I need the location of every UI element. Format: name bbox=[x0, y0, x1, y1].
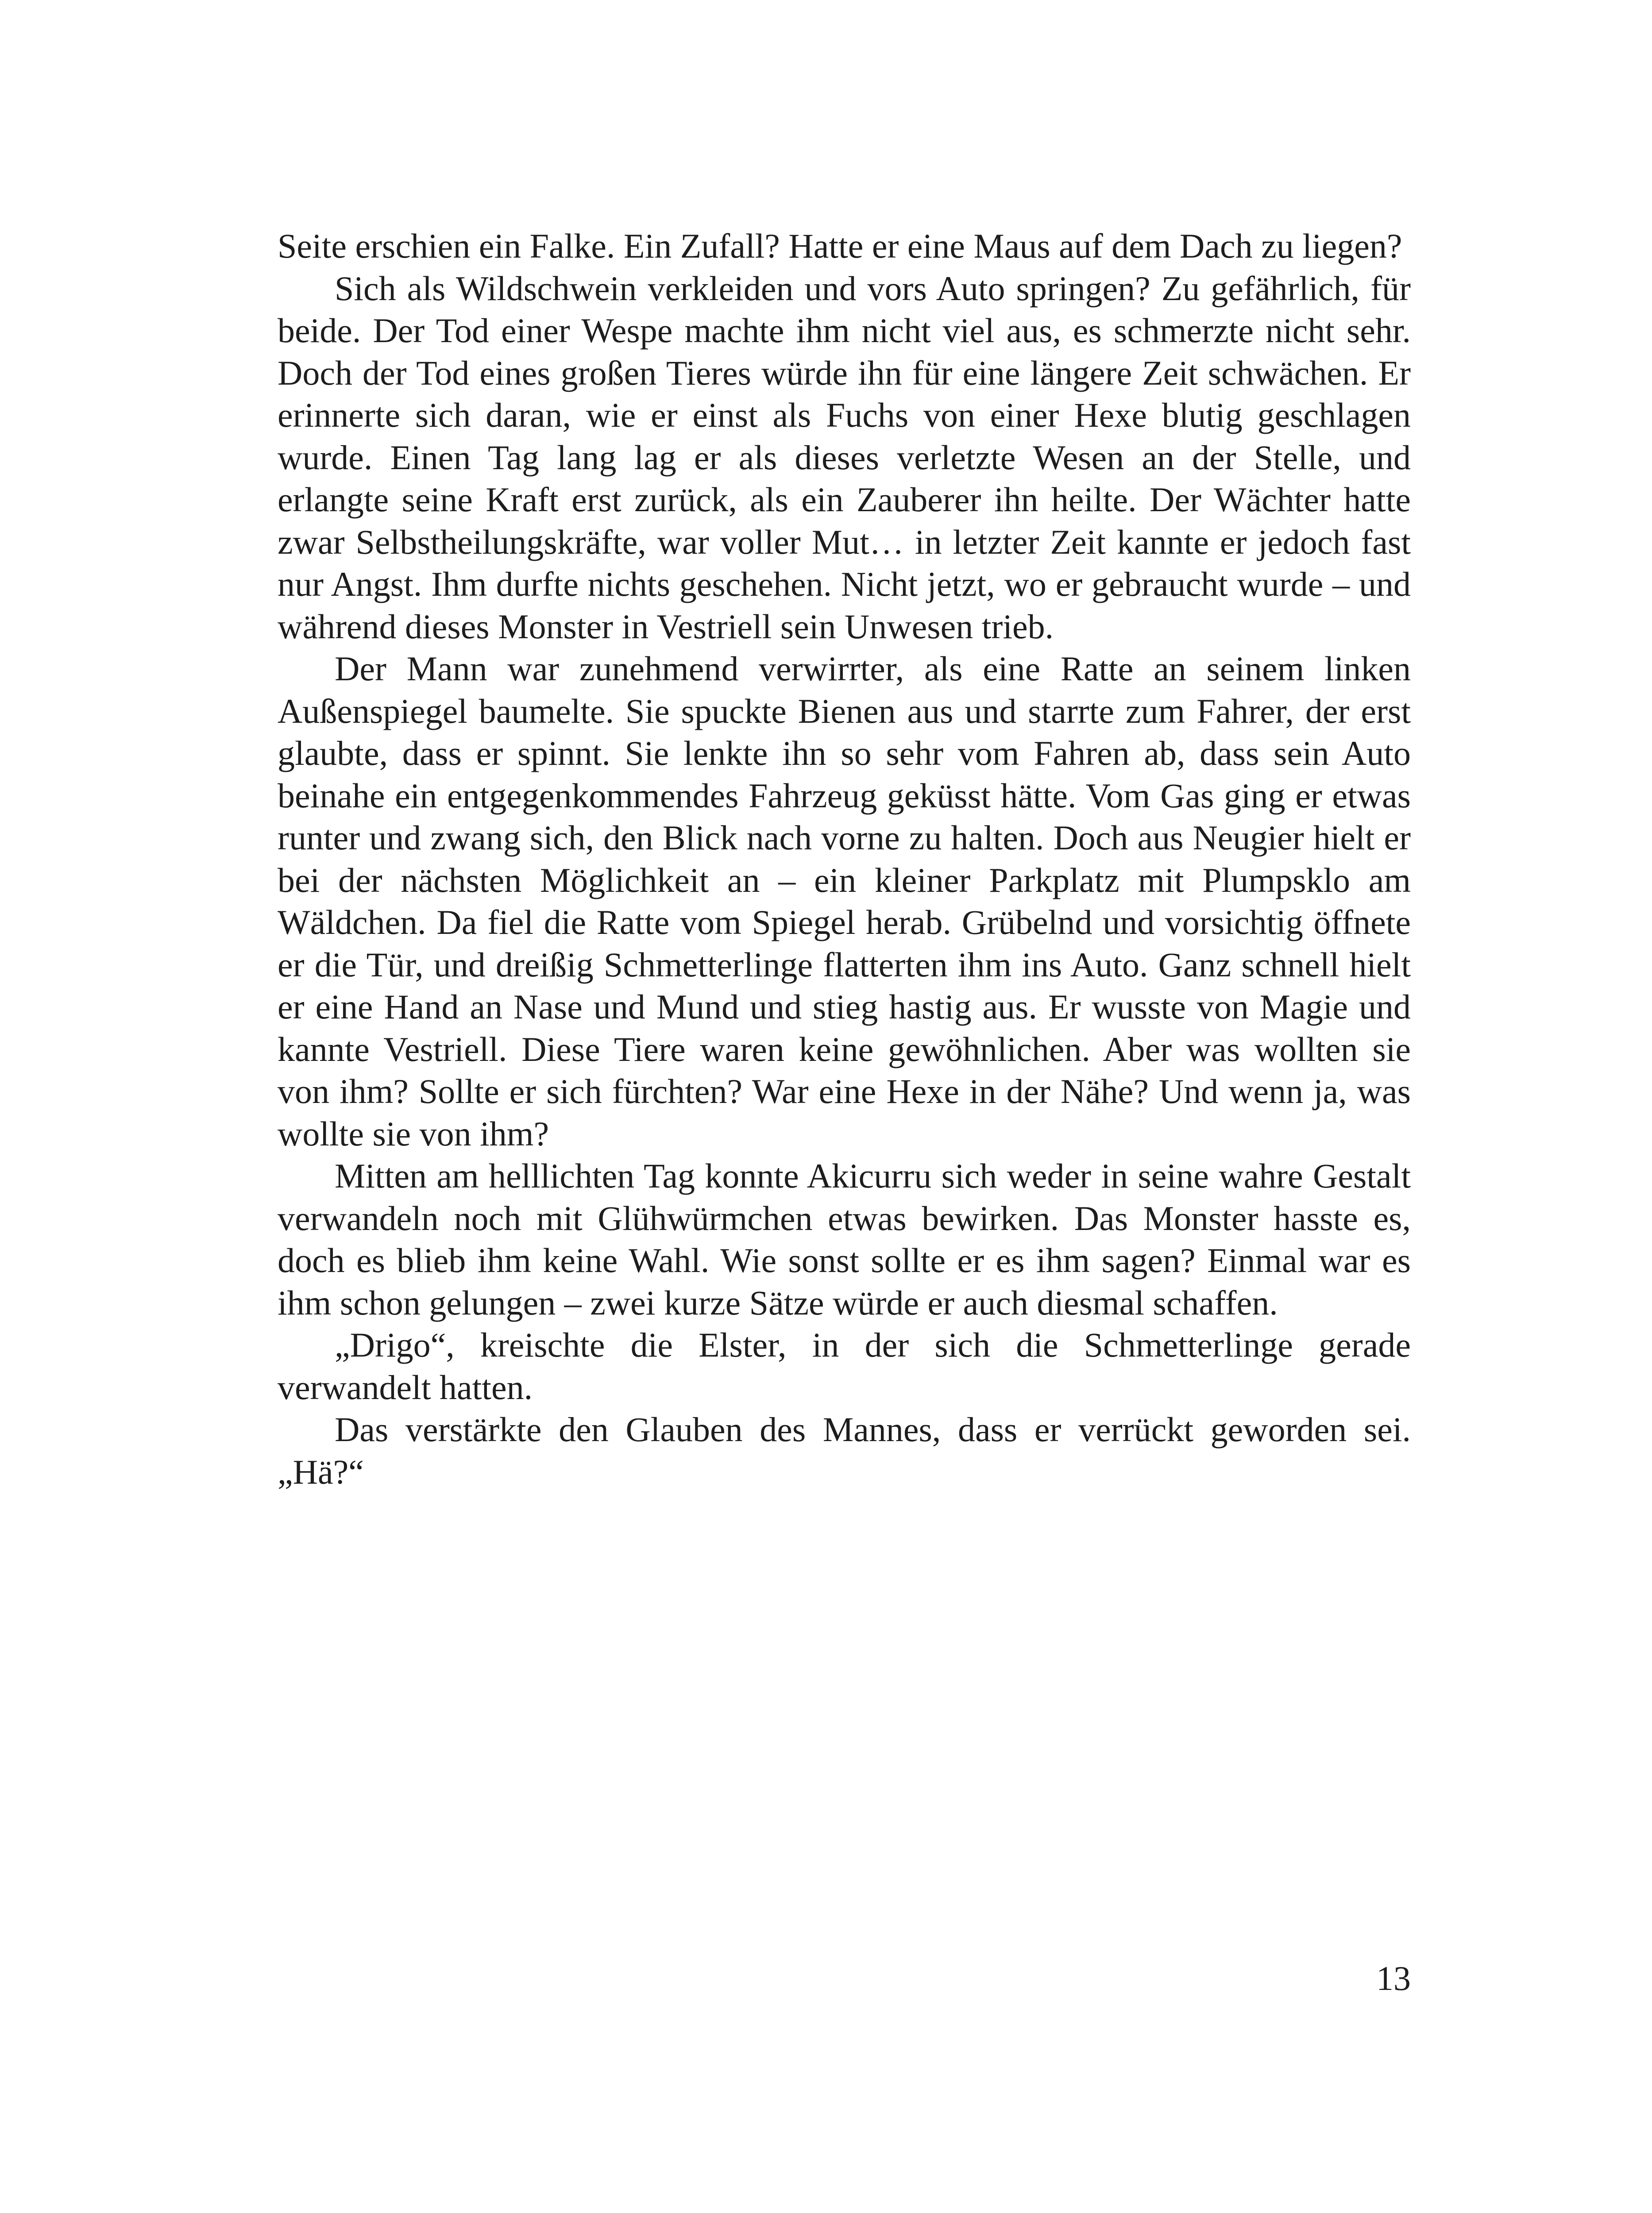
paragraph-5: „Drigo“, kreischte die Elster, in der sich die Schmetterlinge gerade verwandelt hatten. bbox=[278, 1326, 1411, 1407]
paragraph-4: Mitten am helllichten Tag konnte Akicurru sich weder in seine wahre Gestalt verwandeln noch mit Glühwürmchen etwas bewirken. Das Monster hasste es, doch es blieb ihm keine Wahl. Wie sonst sollte er es ihm sagen? Einmal war es ihm schon gelungen – zwei kurze Sätze würde er auch diesmal schaffen. bbox=[278, 1157, 1411, 1322]
page-number: 13 bbox=[1376, 1959, 1411, 1997]
paragraph-3: Der Mann war zunehmend verwirrter, als eine Ratte an seinem linken Außenspiegel baumelte. Sie spuckte Bienen aus und starrte zum Fahrer, der erst glaubte, dass er spinnt. Sie lenkte ihn so sehr vom Fahren ab, dass sein Auto beinahe ein entgegenkommendes Fahrzeug geküsst hätte. Vom Gas ging er etwas runter und zwang sich, den Blick nach vorne zu halten. Doch aus Neugier hielt er bei der nächsten Möglichkeit an – ein kleiner Parkplatz mit Plumpsklo am Wäldchen. Da fiel die Ratte vom Spiegel herab. Grübelnd und vorsichtig öffnete er die Tür, und dreißig Schmetterlinge flatterten ihm ins Auto. Ganz schnell hielt er eine Hand an Nase und Mund und stieg hastig aus. Er wusste von Magie und kannte Vestriell. Diese Tiere waren keine gewöhnlichen. Aber was wollten sie von ihm? Sollte er sich fürchten? War eine Hexe in der Nähe? Und wenn ja, was wollte sie von ihm? bbox=[278, 649, 1411, 1153]
body-text bbox=[278, 225, 1411, 1493]
paragraph-6: Das verstärkte den Glauben des Mannes, dass er verrückt geworden sei. „Hä?“ bbox=[278, 1410, 1411, 1491]
paragraph-2: Sich als Wildschwein verkleiden und vors Auto springen? Zu gefährlich, für beide. Der Tod einer Wespe machte ihm nicht viel aus, es schmerzte nicht sehr. Doch der Tod eines großen Tieres würde ihn für eine längere Zeit schwächen. Er erinnerte sich daran, wie er einst als Fuchs von einer Hexe blutig geschlagen wurde. Einen Tag lang lag er als dieses verletzte Wesen an der Stelle, und erlangte seine Kraft erst zurück, als ein Zauberer ihn heilte. Der Wächter hatte zwar Selbstheilungskräfte, war voller Mut… in letzter Zeit kannte er jedoch fast nur Angst. Ihm durfte nichts geschehen. Nicht jetzt, wo er gebraucht wurde – und während dieses Monster in Vestriell sein Unwesen trieb. bbox=[278, 269, 1411, 646]
paragraph-1: Seite erschien ein Falke. Ein Zufall? Hatte er eine Maus auf dem Dach zu liegen? bbox=[278, 227, 1402, 265]
